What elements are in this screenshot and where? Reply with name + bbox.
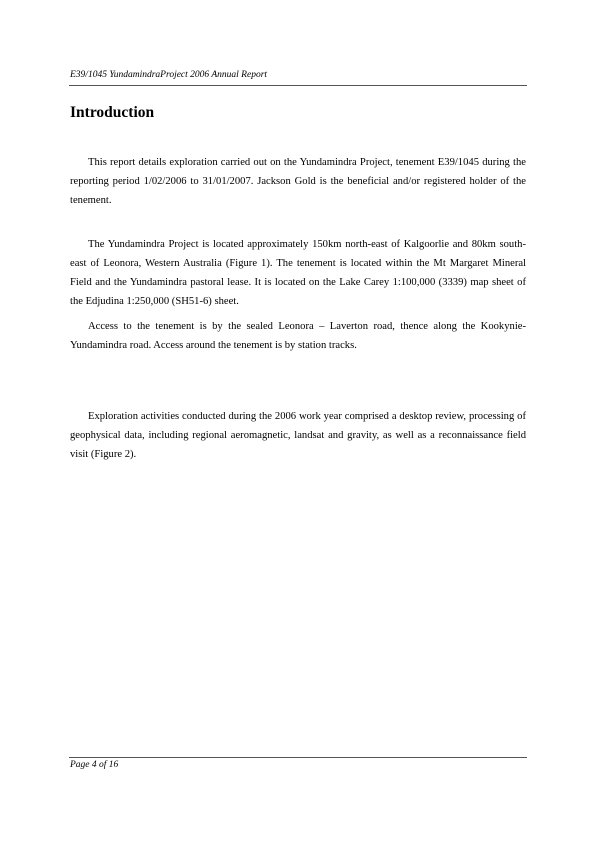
section-title: Introduction [70,104,155,121]
page-number: Page 4 of 16 [70,760,119,770]
paragraph-location: The Yundamindra Project is located approximately 150km north-east of Kalgoorlie and 80km south-east of Leonora, Western Australia (Figure 1). The tenement is located within the Mt Margaret Mineral Field and the Yundamindra pastoral lease. It is located on the Lake Carey 1:100,000 (3339) map sheet of the Edjudina 1:250,000 (SH51-6) sheet. [70,239,526,307]
paragraph-access: Access to the tenement is by the sealed Leonora – Laverton road, thence along the Kookynie-Yundamindra road. Access around the tenement is by station tracks. [70,321,526,351]
paragraph-activities: Exploration activities conducted during the 2006 work year comprised a desktop review, processing of geophysical data, including regional aeromagnetic, landsat and gravity, as well as a reconnaissance field visit (Figure 2). [70,411,526,460]
footer-divider [69,757,527,758]
paragraph-scope: This report details exploration carried out on the Yundamindra Project, tenement E39/1045 during the reporting period 1/02/2006 to 31/01/2007. Jackson Gold is the beneficial and/or registered holder of the tenement. [70,157,526,206]
header-divider [69,85,527,86]
running-header: E39/1045 YundamindraProject 2006 Annual Report [70,70,268,80]
